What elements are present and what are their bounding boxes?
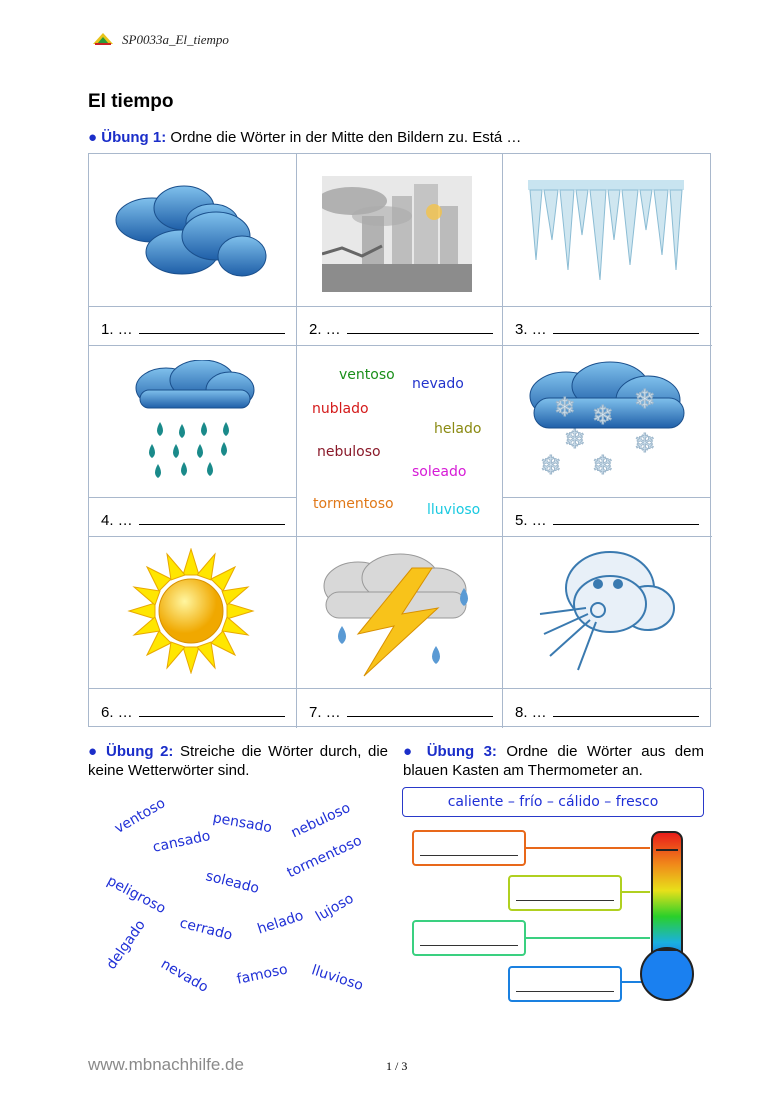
word-item[interactable]: peligroso (104, 872, 169, 918)
word-item[interactable]: helado (255, 907, 306, 938)
svg-text:❄: ❄ (592, 451, 614, 481)
svg-text:❄: ❄ (554, 393, 576, 423)
exercise3-text: Ordne die Wörter aus dem blauen Kasten am Thermometer an. (403, 743, 704, 779)
word-bank-item: ventoso (339, 367, 395, 383)
cloudy-icon (112, 178, 272, 288)
svg-text:❄: ❄ (592, 401, 614, 431)
rain-icon (130, 360, 260, 482)
word-bank-item: helado (434, 421, 482, 437)
snow-icon (526, 360, 686, 482)
word-item[interactable]: delgado (103, 917, 149, 973)
exercise3-label: Übung 3: (426, 743, 497, 760)
word-bank-item: nebuloso (317, 444, 381, 460)
word-item[interactable]: lluvioso (309, 962, 366, 995)
word-bank-item: nublado (312, 401, 369, 417)
doc-code: SP0033a_El_tiempo (122, 32, 229, 47)
sun-icon (126, 548, 256, 674)
exercise2-text: Streiche die Wörter durch, die keine Wetterwörter sind. (88, 743, 389, 779)
word-bank-item: tormentoso (313, 496, 394, 512)
word-item[interactable]: pensado (211, 810, 274, 837)
svg-text:❄: ❄ (540, 451, 562, 481)
word-item[interactable]: lujoso (313, 890, 357, 925)
thermometer-icon (638, 828, 698, 1004)
exercise2-instruction: ● Übung 2: Streiche die Wörter durch, die keine Wetterwörter sind. (88, 743, 389, 779)
answer-slot-1[interactable]: 1. … (101, 321, 285, 338)
word-bank-item: lluvioso (427, 502, 481, 518)
word-item[interactable]: tormentoso (284, 832, 365, 882)
thermometer-answer-box-4[interactable] (508, 966, 622, 1002)
word-bank-item: soleado (412, 464, 467, 480)
exercise1-text: Ordne die Wörter in der Mitte den Bildern zu. Está … (170, 129, 522, 146)
answer-slot-5[interactable]: 5. … (515, 512, 699, 529)
exercise1-label: Übung 1: (101, 129, 167, 146)
page-number: 1 / 3 (386, 1059, 408, 1073)
word-item[interactable]: nevado (158, 956, 211, 996)
svg-text:❄: ❄ (634, 429, 656, 459)
word-item[interactable]: soleado (204, 868, 261, 897)
exercise1-instruction: ● Übung 1: Ordne die Wörter in der Mitte den Bildern zu. Está … (88, 129, 522, 146)
answer-slot-6[interactable]: 6. … (101, 704, 285, 721)
answer-slot-8[interactable]: 8. … (515, 704, 699, 721)
svg-text:❄: ❄ (564, 425, 586, 455)
page-title: El tiempo (88, 91, 174, 112)
thermometer-answer-box-1[interactable] (412, 830, 526, 866)
answer-slot-3[interactable]: 3. … (515, 321, 699, 338)
answer-slot-4[interactable]: 4. … (101, 512, 285, 529)
foggy-city-icon (322, 176, 472, 292)
word-item[interactable]: famoso (235, 961, 290, 988)
word-box: caliente – frío – cálido – fresco (402, 787, 704, 817)
windy-icon (538, 544, 678, 674)
word-item[interactable]: nebuloso (288, 799, 353, 842)
word-item[interactable]: ventoso (112, 795, 169, 837)
word-item[interactable]: cerrado (178, 915, 234, 944)
svg-text:❄: ❄ (634, 385, 656, 415)
word-bank-item: nevado (412, 376, 464, 392)
thermometer-answer-box-2[interactable] (508, 875, 622, 911)
answer-slot-2[interactable]: 2. … (309, 321, 493, 338)
thermometer-answer-box-3[interactable] (412, 920, 526, 956)
word-item[interactable]: cansado (151, 828, 212, 856)
thunderstorm-icon (318, 552, 478, 678)
icicles-icon (528, 180, 684, 280)
answer-slot-7[interactable]: 7. … (309, 704, 493, 721)
exercise2-label: Übung 2: (106, 743, 174, 760)
footer-site: www.mbnachhilfe.de (88, 1055, 244, 1074)
logo-icon (92, 30, 114, 46)
exercise3-instruction: ● Übung 3: Ordne die Wörter aus dem blauen Kasten am Thermometer an. (403, 743, 704, 779)
